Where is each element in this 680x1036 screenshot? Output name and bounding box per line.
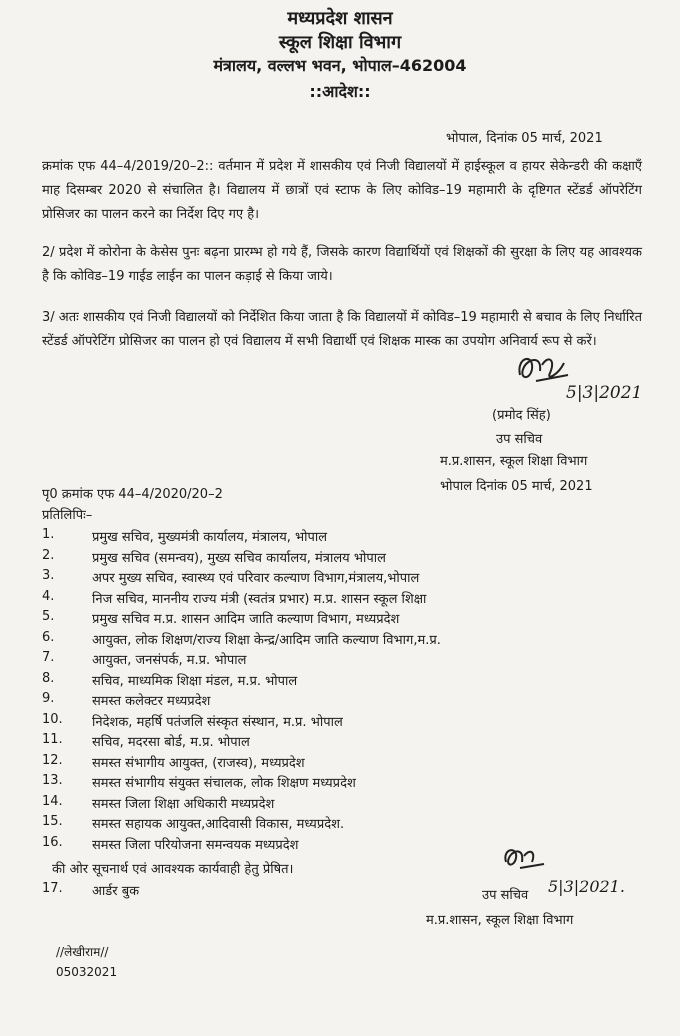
signatory-designation: उप सचिव: [496, 432, 543, 447]
list-item-text: समस्त कलेक्टर मध्यप्रदेश: [92, 694, 211, 709]
signature-1-scrawl: [512, 345, 572, 395]
list-item-text: समस्त सहायक आयुक्त,आदिवासी विकास, मध्यप्रदेश.: [92, 817, 345, 832]
copy-label: प्रतिलिपिः–: [42, 508, 93, 523]
endorsement-ref: पृ0 क्रमांक एफ 44–4/2020/20–2: [42, 487, 223, 502]
list-item-number: 16.: [42, 834, 63, 850]
list-item-text: समस्त जिला परियोजना समन्वयक मध्यप्रदेश: [92, 837, 299, 853]
clerk-initials: //लेखीराम//: [56, 945, 109, 959]
signatory-2-designation: उप सचिव: [482, 888, 529, 903]
signature-2-date: 5|3|2021.: [548, 877, 625, 896]
order-heading: ::आदेश::: [309, 82, 371, 101]
signature-1-date: 5|3|2021: [566, 383, 643, 403]
list-item-number: 6.: [42, 629, 55, 645]
signatory-department: म.प्र.शासन, स्कूल शिक्षा विभाग: [440, 454, 588, 469]
signature-2-scrawl: [500, 840, 548, 876]
list-item-number: 8.: [42, 670, 55, 686]
signatory-name: (प्रमोद सिंह): [492, 408, 551, 423]
list-item-number: 10.: [42, 711, 63, 727]
list-item-number: 4.: [42, 588, 55, 604]
list-item-text: प्रमुख सचिव (समन्वय), मुख्य सचिव कार्यालय, मंत्रालय भोपाल: [92, 550, 386, 566]
paragraph-1: क्रमांक एफ 44–4/2019/20–2:: वर्तमान में प्रदेश में शासकीय एवं निजी विद्यालयों में हाईस्कूल व हायर सेकेन्डरी की कक्षाएँ माह दिसम्बर 2020 से संचालित है। विद्यालय में छात्रों एवं स्टाफ के लिए कोविड–19 महामारी के दृष्टिगत स्टेंडर्ड ऑपरेटिंग प्रोसिजर का पालन करने का निर्देश दिए गए है।: [42, 159, 642, 222]
list-item-number: 13.: [42, 773, 63, 788]
list-item-number: 5.: [42, 609, 55, 624]
list-item-number: 12.: [42, 752, 63, 768]
list-item-number: 15.: [42, 814, 63, 829]
list-item-text: प्रमुख सचिव, मुख्यमंत्री कार्यालय, मंत्रालय, भोपाल: [92, 530, 328, 545]
list-item-number: 7.: [42, 650, 55, 665]
list-item-number: 11.: [42, 732, 63, 747]
list-item-number: 14.: [42, 793, 63, 809]
list-item-number: 3.: [42, 568, 55, 583]
department-name: स्कूल शिक्षा विभाग: [278, 32, 402, 53]
list-item-text: निदेशक, महर्षि पतंजलि संस्कृत संस्थान, म.प्र. भोपाल: [92, 714, 343, 730]
list-item-text: आर्डर बुक: [92, 884, 140, 899]
document-code: 05032021: [56, 965, 118, 979]
paragraph-2: 2/ प्रदेश में कोरोना के केसेस पुनः बढ़ना प्रारम्भ हो गये हैं, जिसके कारण विद्यार्थियों एवं शिक्षकों की सुरक्षा के लिए यह आवश्यक है कि कोविड–19 गाईड लाईन का पालन कड़ाई से किया जाये।: [42, 245, 642, 284]
list-item-text: प्रमुख सचिव म.प्र. शासन आदिम जाति कल्याण विभाग, मध्यप्रदेश: [92, 612, 400, 627]
endorsement-date: भोपाल दिनांक 05 मार्च, 2021: [440, 479, 593, 494]
order-date: भोपाल, दिनांक 05 मार्च, 2021: [446, 131, 603, 146]
list-item-text: समस्त संभागीय आयुक्त, (राजस्व), मध्यप्रदेश: [92, 755, 305, 771]
list-item-text: सचिव, मदरसा बोर्ड, म.प्र. भोपाल: [92, 735, 250, 750]
list-item-text: निज सचिव, माननीय राज्य मंत्री (स्वतंत्र प्रभार) म.प्र. शासन स्कूल शिक्षा: [92, 591, 427, 607]
govt-name: मध्यप्रदेश शासन: [287, 8, 393, 29]
list-item-text: समस्त जिला शिक्षा अधिकारी मध्यप्रदेश: [92, 796, 275, 812]
office-address: मंत्रालय, वल्लभ भवन, भोपाल–462004: [213, 56, 467, 75]
list-item-text: आयुक्त, जनसंपर्क, म.प्र. भोपाल: [92, 653, 247, 668]
list-item-text: सचिव, माध्यमिक शिक्षा मंडल, म.प्र. भोपाल: [92, 673, 298, 689]
list-item-number: 9.: [42, 691, 55, 706]
list-item-number: 1.: [42, 527, 55, 542]
signatory-2-department: म.प्र.शासन, स्कूल शिक्षा विभाग: [426, 913, 574, 928]
list-item-number: 2.: [42, 547, 55, 563]
list-item-text: समस्त संभागीय संयुक्त संचालक, लोक शिक्षण मध्यप्रदेश: [92, 776, 356, 791]
list-item-text: अपर मुख्य सचिव, स्वास्थ्य एवं परिवार कल्याण विभाग,मंत्रालय,भोपाल: [92, 571, 420, 586]
list-item-text: आयुक्त, लोक शिक्षण/राज्य शिक्षा केन्द्र/आदिम जाति कल्याण विभाग,म.प्र.: [92, 632, 441, 648]
list-item-number: 17.: [42, 881, 63, 896]
paragraph-3: 3/ अतः शासकीय एवं निजी विद्यालयों को निर्देशित किया जाता है कि विद्यालयों में कोविड–19 महामारी से बचाव के लिए निर्धारित स्टेंडर्ड ऑपरेटिंग प्रोसिजर का पालन हो एवं विद्यालय में सभी विद्यार्थी एवं शिक्षक मास्क का उपयोग अनिवार्य रूप से करें।: [42, 310, 642, 349]
forward-line: की ओर सूचनार्थ एवं आवश्यक कार्यवाही हेतु प्रेषित।: [52, 862, 294, 877]
